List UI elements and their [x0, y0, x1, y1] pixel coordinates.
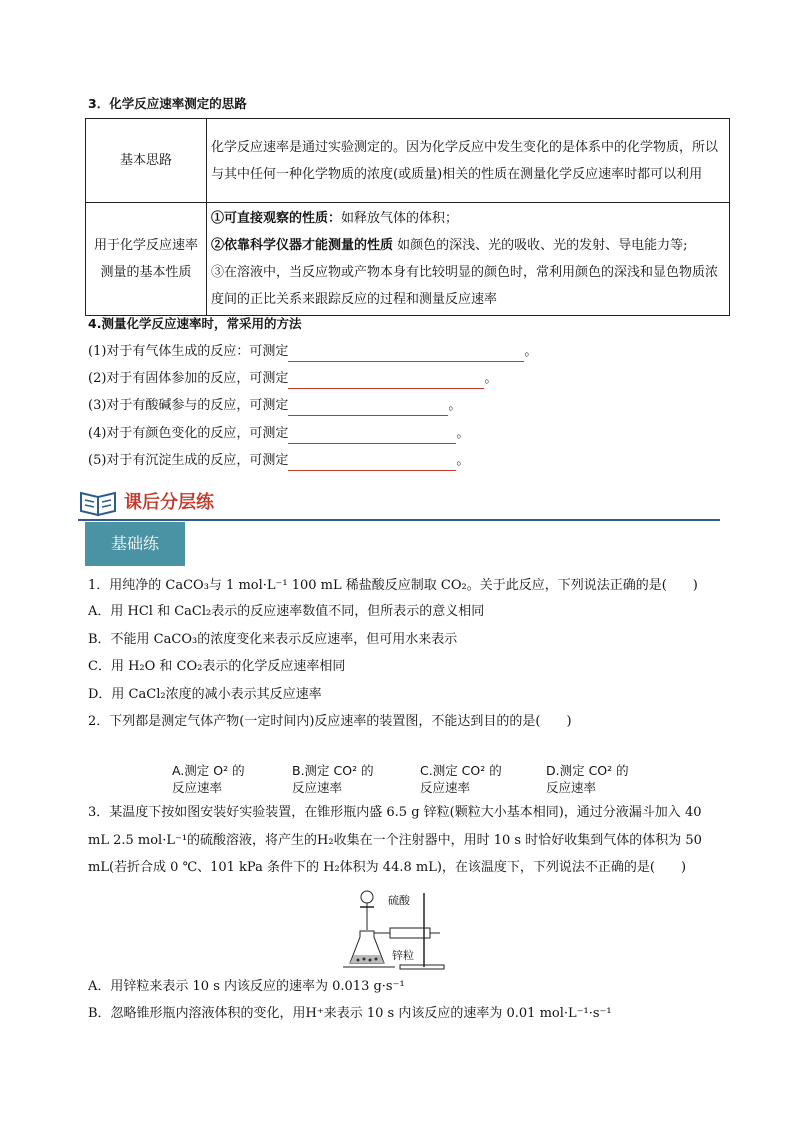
answer-blank[interactable]	[288, 347, 524, 362]
row1-text: 化学反应速率是通过实验测定的。因为化学反应中发生变化的是体系中的化学物质，所以与其中任何一种化学物质的浓度(或质量)相关的性质在测量化学反应速率时都可以利用	[207, 119, 730, 203]
q3-line2: mL 2.5 mol·L⁻¹的硫酸溶液，将产生的H₂收集在一个注射器中，用时 10 s 时恰好收集到气体的体积为 50	[88, 833, 702, 848]
q1-option-a: A．用 HCl 和 CaCl₂表示的反应速率数值不同，但所表示的意义相同	[88, 604, 485, 619]
row2-p3: ③在溶液中，当反应物或产物本身有比较明显的颜色时，常利用颜色的深浅和显色物质浓度间的正比关系来跟踪反应的过程和测量反应速率	[211, 265, 719, 307]
row2-cell	[207, 203, 730, 316]
method-5-text: (5)对于有沉淀生成的反应，可测定	[88, 453, 289, 468]
answer-blank[interactable]	[288, 401, 448, 416]
answer-blank[interactable]	[288, 456, 456, 471]
q2-caption-d-line2: 反应速率	[546, 780, 597, 795]
q3-option-b: B．忽略锥形瓶内溶液体积的变化，用H⁺来表示 10 s 内该反应的速率为 0.01 mol·L⁻¹·s⁻¹	[88, 1006, 612, 1021]
basic-practice-tag: 基础练	[85, 522, 185, 566]
q2-caption-b-line1: B.测定 CO² 的	[292, 763, 374, 778]
q2-caption-a-line1: A.测定 O² 的	[172, 763, 245, 778]
row2-label: 用于化学反应速率测量的基本性质	[86, 203, 207, 316]
q2-caption-c-line2: 反应速率	[420, 780, 471, 795]
method-2	[88, 369, 497, 389]
q2-caption-d-line1: D.测定 CO² 的	[546, 763, 629, 778]
q2-caption-b-line2: 反应速率	[292, 780, 343, 795]
q1-stem: 1．用纯净的 CaCO₃与 1 mol·L⁻¹ 100 mL 稀盐酸反应制取 CO₂。关于此反应，下列说法正确的是( )	[88, 578, 698, 593]
row2-p1: 如释放气体的体积；	[341, 211, 459, 226]
q2-caption-c-line1: C.测定 CO² 的	[420, 763, 502, 778]
q2-stem: 2．下列都是测定气体产物(一定时间内)反应速率的装置图，不能达到目的的是( )	[88, 714, 572, 729]
method-4	[88, 424, 469, 444]
book-icon	[78, 487, 120, 517]
row1-label: 基本思路	[86, 119, 207, 203]
q3-line1: 3．某温度下按如图安装好实验装置，在锥形瓶内盛 6.5 g 锌粒(颗粒大小基本相同)，通过分液漏斗加入 40	[88, 805, 702, 820]
q2-caption-c	[420, 762, 502, 796]
q2-caption-a-line2: 反应速率	[172, 780, 223, 795]
q3-option-a: A．用锌粒来表示 10 s 内该反应的速率为 0.013 g·s⁻¹	[88, 979, 405, 994]
period: 。	[484, 371, 498, 386]
row2-p2: 如颜色的深浅、光的吸收、光的发射、导电能力等;	[393, 238, 688, 253]
q2-caption-b	[292, 762, 374, 796]
method-5	[88, 451, 469, 471]
label-sulfuric-acid: 硫酸	[388, 894, 410, 907]
after-class-title: 课后分层练	[124, 492, 214, 513]
q1-option-b: B．不能用 CaCO₃的浓度变化来表示反应速率，但可用水来表示	[88, 632, 458, 647]
title-divider	[78, 519, 720, 521]
method-table	[85, 118, 730, 316]
method-2-text: (2)对于有固体参加的反应，可测定	[88, 371, 289, 386]
period: 。	[448, 398, 462, 413]
period: 。	[456, 453, 470, 468]
method-1	[88, 342, 537, 362]
q1-option-d: D．用 CaCl₂浓度的减小表示其反应速率	[88, 687, 322, 702]
section4-title: 4.测量化学反应速率时，常采用的方法	[88, 316, 302, 331]
row2-p2-bold: ②依靠科学仪器才能测量的性质	[211, 238, 394, 253]
method-1-text: (1)对于有气体生成的反应：可测定	[88, 344, 289, 359]
q2-caption-d	[546, 762, 629, 796]
row2-p1-bold: ①可直接观察的性质：	[211, 211, 342, 226]
q1-option-c: C．用 H₂O 和 CO₂表示的化学反应速率相同	[88, 659, 346, 674]
q2-caption-a	[172, 762, 245, 796]
q3-line3: mL(若折合成 0 ℃、101 kPa 条件下的 H₂体积为 44.8 mL)，在该温度下，下列说法不正确的是( )	[88, 860, 687, 875]
answer-blank[interactable]	[288, 374, 484, 389]
method-3-text: (3)对于有酸碱参与的反应，可测定	[88, 398, 289, 413]
label-zinc: 锌粒	[392, 949, 414, 962]
period: 。	[524, 344, 538, 359]
method-4-text: (4)对于有颜色变化的反应，可测定	[88, 426, 289, 441]
period: 。	[456, 426, 470, 441]
section3-title: 3．化学反应速率测定的思路	[88, 96, 247, 111]
method-3	[88, 396, 461, 416]
answer-blank[interactable]	[288, 429, 456, 444]
